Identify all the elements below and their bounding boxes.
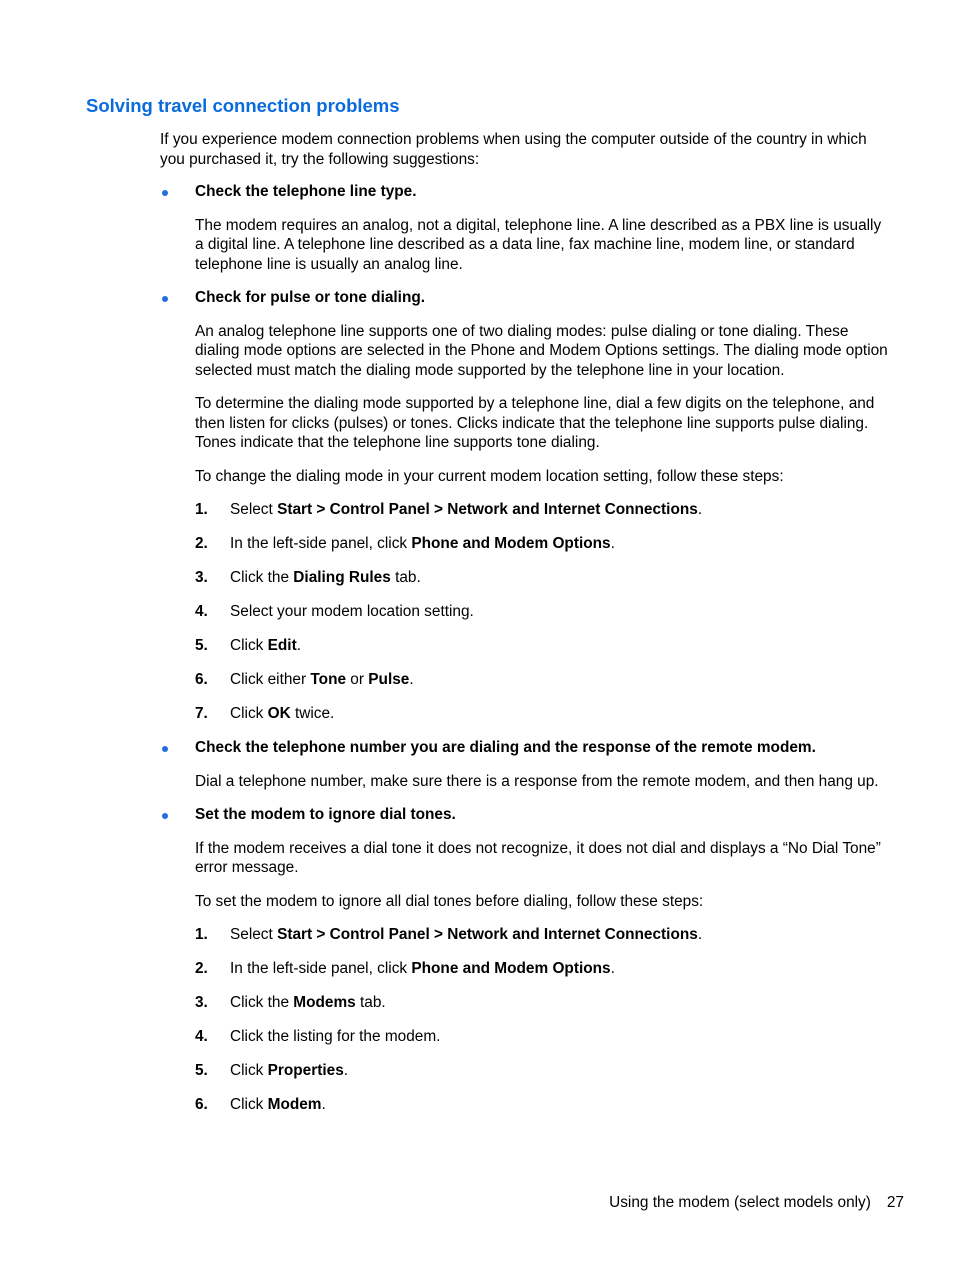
- step-text: .: [409, 671, 414, 688]
- step-text: Click: [230, 1096, 268, 1113]
- suggestion-title: Check the telephone number you are dialing and the response of the remote modem.: [195, 739, 816, 756]
- step-item: [195, 1027, 890, 1047]
- step-number: 3.: [195, 994, 208, 1011]
- suggestion-title: Check for pulse or tone dialing.: [195, 289, 426, 306]
- suggestion-item: [160, 182, 890, 274]
- step-item: [195, 670, 890, 690]
- step-item: [195, 993, 890, 1013]
- step-text: Click: [230, 637, 268, 654]
- suggestion-paragraph: If the modem receives a dial tone it does not recognize, it does not dial and displays a “No Dial Tone” error message.: [195, 839, 881, 876]
- step-text: .: [296, 637, 301, 654]
- step-text: Click the: [230, 994, 294, 1011]
- step-text: Click: [230, 705, 268, 722]
- footer-section-title: Using the modem (select models only): [609, 1194, 871, 1211]
- steps-list: [195, 500, 890, 724]
- step-number: 2.: [195, 535, 208, 552]
- suggestion-paragraph: To determine the dialing mode supported by a telephone line, dial a few digits on the telephone, and then listen for clicks (pulses) or tones. Clicks indicate that the telephone line supports pulse dialing. Tones indicate that the telephone line supports tone dialing.: [195, 395, 875, 451]
- bullet-icon: [162, 746, 168, 752]
- step-text: .: [697, 926, 703, 943]
- step-text: Click either: [230, 671, 311, 688]
- step-text: Select: [230, 926, 278, 943]
- step-number: 3.: [195, 569, 208, 586]
- step-text: or: [346, 671, 369, 688]
- step-text: twice.: [290, 705, 335, 722]
- step-text: .: [343, 1062, 349, 1079]
- bullet-icon: [162, 296, 168, 302]
- step-item: [195, 602, 890, 622]
- step-item: [195, 636, 890, 656]
- step-ui-term: Properties: [267, 1062, 344, 1079]
- step-text: tab.: [355, 994, 386, 1011]
- step-number: 5.: [195, 637, 208, 654]
- suggestion-title: Check the telephone line type.: [195, 183, 417, 200]
- suggestion-list: [160, 182, 890, 1129]
- step-item: [195, 704, 890, 724]
- bullet-icon: [162, 813, 168, 819]
- suggestion-paragraph: To set the modem to ignore all dial tones before dialing, follow these steps:: [195, 892, 704, 910]
- step-text: Select your modem location setting.: [230, 603, 474, 620]
- step-text: In the left-side panel, click: [230, 535, 412, 552]
- step-text: Click the: [230, 569, 294, 586]
- step-number: 5.: [195, 1062, 208, 1079]
- step-number: 6.: [195, 1096, 208, 1113]
- step-text: tab.: [390, 569, 421, 586]
- step-number: 4.: [195, 1028, 208, 1045]
- suggestion-item: [160, 288, 890, 724]
- suggestion-title: Set the modem to ignore dial tones.: [195, 806, 456, 823]
- step-item: [195, 534, 890, 554]
- step-ui-term: Start > Control Panel > Network and Internet Connections: [277, 926, 698, 943]
- step-item: [195, 1061, 890, 1081]
- step-ui-term: Pulse: [368, 671, 410, 688]
- step-ui-term: Start > Control Panel > Network and Internet Connections: [277, 501, 698, 518]
- step-text: .: [610, 535, 615, 552]
- step-text: Click the listing for the modem.: [230, 1028, 441, 1045]
- step-ui-term: Phone and Modem Options: [411, 960, 611, 977]
- step-ui-term: Dialing Rules: [293, 569, 391, 586]
- suggestion-paragraph: Dial a telephone number, make sure there is a response from the remote modem, and then hang up.: [195, 772, 879, 790]
- step-number: 4.: [195, 603, 208, 620]
- suggestion-paragraph: To change the dialing mode in your current modem location setting, follow these steps:: [195, 467, 784, 485]
- section-heading: Solving travel connection problems: [86, 95, 400, 116]
- step-text: Click: [230, 1062, 268, 1079]
- step-number: 1.: [195, 926, 208, 943]
- step-item: [195, 500, 890, 520]
- step-number: 1.: [195, 501, 208, 518]
- step-text: In the left-side panel, click: [230, 960, 412, 977]
- step-text: Select: [230, 501, 278, 518]
- step-ui-term: Tone: [310, 671, 347, 688]
- step-item: [195, 1095, 890, 1115]
- step-item: [195, 568, 890, 588]
- bullet-icon: [162, 190, 168, 196]
- suggestion-paragraph: An analog telephone line supports one of two dialing modes: pulse dialing or tone dialing. These dialing mode options are selected in the Phone and Modem Options settings. The dialing mode option selected must match the dialing mode supported by the telephone line in your location.: [195, 322, 888, 379]
- step-ui-term: Modems: [293, 994, 356, 1011]
- step-item: [195, 959, 890, 979]
- step-text: .: [321, 1096, 326, 1113]
- step-text: .: [697, 501, 703, 518]
- steps-list: [195, 925, 890, 1115]
- step-ui-term: Modem: [267, 1096, 322, 1113]
- intro-paragraph: If you experience modem connection problems when using the computer outside of the country in which you purchased it, try the following suggestions:: [160, 131, 867, 168]
- step-number: 6.: [195, 671, 208, 688]
- step-item: [195, 925, 890, 945]
- step-ui-term: Phone and Modem Options: [411, 535, 611, 552]
- page-number: 27: [886, 1194, 904, 1211]
- step-ui-term: OK: [267, 705, 291, 722]
- step-ui-term: Edit: [267, 637, 297, 654]
- suggestion-item: [160, 738, 890, 791]
- page-footer: [609, 1193, 904, 1213]
- step-number: 2.: [195, 960, 208, 977]
- step-text: .: [610, 960, 615, 977]
- step-number: 7.: [195, 705, 208, 722]
- suggestion-item: [160, 805, 890, 1115]
- suggestion-paragraph: The modem requires an analog, not a digital, telephone line. A line described as a PBX line is usually a digital line. A telephone line described as a data line, fax machine line, modem line, or standard telephone line is usually an analog line.: [195, 216, 882, 273]
